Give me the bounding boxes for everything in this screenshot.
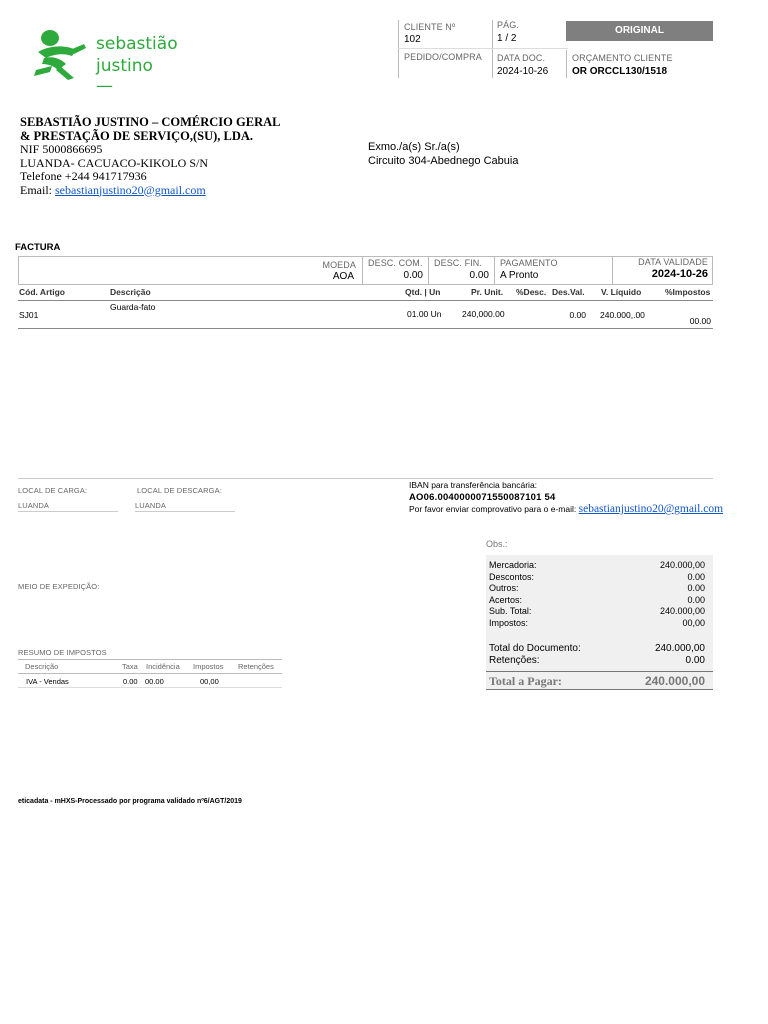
pedido-label: PEDIDO/COMPRA — [404, 52, 482, 62]
company-email-label: Email: — [20, 182, 52, 197]
retencoes-value: 0.00 — [685, 655, 705, 666]
totals-row-label: Impostos: — [489, 618, 529, 628]
runner-logo-icon — [30, 26, 90, 86]
totals-row-label: Mercadoria: — [489, 560, 537, 570]
validade-value: 2024-10-26 — [651, 268, 708, 280]
total-documento-label: Total do Documento: — [489, 643, 581, 654]
retencoes-label: Retenções: — [489, 655, 540, 666]
data-doc-label: DATA DOC. — [497, 53, 546, 63]
desc-com-value: 0.00 — [403, 270, 423, 281]
bank-email-link[interactable]: sebastianjustino20@gmail.com — [578, 503, 724, 515]
col-descricao: Descrição — [110, 287, 151, 297]
totals-row-label: Acertos: — [489, 594, 523, 605]
recipient-salutation: Exmo./a(s) Sr./a(s) — [368, 141, 460, 153]
iban-value: AO06.0040000071550087101 54 — [409, 492, 556, 503]
original-label: ORIGINAL — [615, 25, 664, 36]
moeda-value: AOA — [332, 271, 354, 282]
logo-text-line1: sebastião — [96, 34, 178, 54]
tax-col-retencoes: Retenções — [238, 662, 274, 671]
row-pr-unit: 240,000.00 — [462, 309, 505, 319]
row-impostos: 00.00 — [689, 316, 711, 326]
iban-label: IBAN para transferência bancária: — [409, 480, 538, 490]
totals-row-label: Descontos: — [489, 571, 535, 582]
company-block — [20, 116, 350, 197]
total-pagar-value: 240.000,00 — [644, 674, 705, 688]
desc-fin-value: 0.00 — [469, 270, 489, 281]
descarga-value: LUANDA — [135, 501, 167, 510]
footer-text: eticadata - mHXS-Processado por programa validado nº6/AGT/2019 — [18, 798, 242, 805]
logo-text-line2: justino — — [96, 56, 153, 96]
company-phone: Telefone +244 941717936 — [20, 169, 147, 183]
items-header — [18, 287, 713, 299]
obs-label: Obs.: — [486, 539, 508, 549]
recipient-block — [368, 140, 518, 168]
row-descricao: Guarda-fato — [110, 302, 156, 312]
document-type: FACTURA — [15, 242, 61, 253]
tax-col-descricao: Descrição — [25, 662, 59, 671]
company-email-row — [20, 184, 350, 198]
desc-com-label: DESC. COM. — [368, 258, 423, 268]
data-doc-value: 2024-10-26 — [497, 66, 549, 77]
orcamento-value: OR ORCCL130/1518 — [572, 66, 668, 77]
company-name-line1: SEBASTIÃO JUSTINO – COMÉRCIO GERAL — [20, 115, 281, 129]
pag-value: 1 / 2 — [497, 33, 517, 44]
cliente-value: 102 — [404, 34, 421, 45]
bank-note-row — [409, 503, 723, 515]
col-desc-val: Des.Val. — [552, 287, 585, 297]
tax-row-taxa: 0.00 — [123, 677, 138, 686]
totals-row-value: 0.00 — [687, 571, 705, 582]
validade-label: DATA VALIDADE — [638, 257, 708, 267]
company-address: LUANDA- CACUACO-KIKOLO S/N — [20, 155, 208, 170]
carga-label: LOCAL DE CARGA: — [18, 486, 88, 495]
cliente-label: CLIENTE Nº — [404, 22, 456, 32]
col-qtd: Qtd. | Un — [405, 287, 441, 297]
company-nif: NIF 5000866695 — [20, 142, 103, 156]
pagamento-label: PAGAMENTO — [500, 258, 558, 268]
carga-value: LUANDA — [18, 501, 50, 510]
original-badge — [566, 21, 713, 41]
col-desc-pct: %Desc. — [516, 287, 547, 297]
tax-col-taxa: Taxa — [122, 662, 138, 671]
totals-row-value: 0.00 — [687, 583, 705, 594]
company-name-line2: & PRESTAÇÃO DE SERVIÇO,(SU), LDA. — [20, 128, 254, 143]
total-documento-value: 240.000,00 — [654, 643, 705, 654]
expedicao-label: MEIO DE EXPEDIÇÃO: — [18, 582, 100, 591]
col-v-liquido: V. Líquido — [601, 287, 642, 297]
tax-row-descricao: IVA - Vendas — [26, 677, 69, 686]
tax-summary-title: RESUMO DE IMPOSTOS — [18, 648, 107, 657]
pagamento-value: A Pronto — [500, 270, 539, 281]
recipient-address: Circuito 304-Abednego Cabuia — [368, 155, 519, 167]
row-qtd: 01.00 Un — [407, 309, 442, 319]
pag-label: PÁG. — [497, 20, 519, 30]
row-v-liquido: 240.000,.00 — [600, 310, 645, 320]
row-codigo: SJ01 — [19, 310, 39, 320]
table-row — [18, 301, 713, 327]
row-desc-val: 0.00 — [569, 310, 586, 320]
totals-row-value: 240.000,00 — [659, 560, 705, 570]
company-logo — [30, 26, 178, 96]
total-pagar-label: Total a Pagar: — [489, 674, 562, 688]
totals-row-value: 240.000,00 — [659, 606, 705, 617]
moeda-label: MOEDA — [322, 260, 356, 270]
desc-fin-label: DESC. FIN. — [434, 258, 483, 268]
col-pr-unit: Pr. Unit. — [471, 287, 504, 297]
totals-row-value: 0.00 — [687, 594, 705, 605]
company-email-link[interactable]: sebastianjustino20@gmail.com — [55, 182, 206, 197]
tax-col-impostos: Impostos — [193, 662, 224, 671]
totals-row-label: Outros: — [489, 583, 519, 594]
tax-row-impostos: 00,00 — [200, 677, 219, 686]
tax-row-incidencia: 00.00 — [145, 677, 164, 686]
bank-note: Por favor enviar comprovativo para o e-mail: — [409, 504, 577, 514]
col-codigo: Cód. Artigo — [19, 287, 65, 297]
descarga-label: LOCAL DE DESCARGA: — [137, 486, 222, 495]
col-impostos: %Impostos — [665, 287, 711, 297]
orcamento-label: ORÇAMENTO CLIENTE — [572, 53, 673, 63]
tax-col-incidencia: Incidência — [146, 662, 180, 671]
totals-row-value: 00,00 — [682, 618, 705, 628]
totals-row-label: Sub. Total: — [489, 606, 532, 617]
